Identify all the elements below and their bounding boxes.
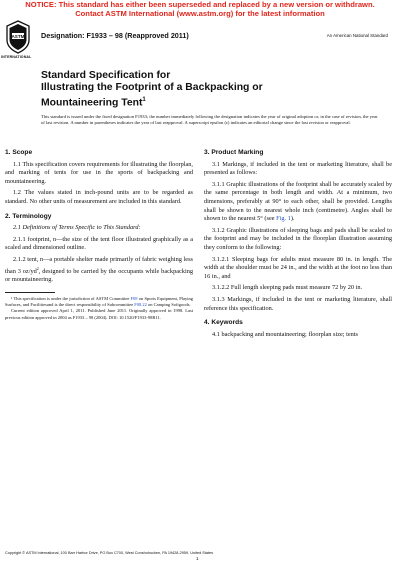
- para-2-1-1: 2.1.1 footprint, n—the size of the tent floor illustrated graphically as a scaled and dimensioned outline.: [5, 235, 193, 252]
- para-1-2: 1.2 The values stated in inch-pound units are to be regarded as standard. No other units of measurement are included in this standard.: [5, 189, 193, 205]
- logo-caption: INTERNATIONAL: [1, 55, 32, 59]
- f08-link[interactable]: F08: [130, 296, 138, 301]
- keywords-heading: 4. Keywords: [204, 319, 243, 327]
- designation: Designation: F1933 – 98 (Reapproved 2011): [41, 31, 189, 40]
- para-3-1-2: 3.1.2 Graphic illustrations of sleeping bags and pads shall be scaled to the footprint and may be included in the floorplan illustration assuming they conform to the following:: [204, 226, 392, 251]
- terminology-heading: 2. Terminology: [5, 212, 52, 220]
- page-number: 1: [196, 556, 199, 561]
- notice-line-2: Contact ASTM International (www.astm.org) for the latest information: [75, 9, 325, 18]
- supersede-notice: [0, 0, 400, 18]
- copyright-footer: Copyright © ASTM International, 100 Barr Harbor Drive, PO Box C700, West Conshohocken, PA 19428-2959. United States: [5, 551, 214, 555]
- title-line-3: Mountaineering Tent$^1$: [41, 97, 146, 109]
- para-3-1-1: 3.1.1 Graphic illustrations of the footprint shall be accurately scaled by the same percentage in both length and width. At a minimum, two dimensions, preferably at 90° to each other, shall be provided. Lengths shall be shown to the nearest whole inch (centimetre). Angles shall be shown to the nearest 5° (see Fig. 1).: [204, 180, 392, 223]
- standard-issue-note: This standard is issued under the fixed designation F1933; the number immediately following the designation indicates the year of original adoption or, in the case of revision, the year of last revision. A number in parentheses indicates the year of last reapproval. A superscript epsilon (ε) indicates an editorial change since the last revision or reapproval.: [41, 114, 378, 126]
- para-3-1-2-1: 3.1.2.1 Sleeping bags for adults must measure 80 in. in length. The width at the shoulder must be 24 in., and the width at the foot no less than 16 in., and: [204, 255, 392, 280]
- f08-22-link[interactable]: F08.22: [134, 302, 147, 308]
- product-marking-heading: 3. Product Marking: [204, 149, 264, 156]
- american-national-standard: An American National Standard: [326, 33, 388, 38]
- notice-line-1: NOTICE: This standard has either been superseded and replaced by a new version or withdrawn.: [25, 0, 375, 9]
- document-title: [41, 70, 291, 110]
- left-column: [5, 149, 193, 288]
- footnote-divider: [5, 292, 55, 293]
- title-line-1: Standard Specification for: [41, 70, 171, 81]
- footnote-edition: Current edition approved April 1, 2011. Published June 2011. Originally approved in 1998. Last previous edition approved in 2004 as F1933 – 98 (2004). DOI: 10.1520/F1933-98R11.: [5, 308, 193, 320]
- footnote-1: ¹ This specification is under the jurisdiction of ASTM Committee F08 on Sports Equipment, Playing Surfaces, and Facilitiesand is the direct responsibility of Subcommittee F08.22 on Camping Softgoods.: [5, 296, 193, 308]
- title-line-2: Illustrating the Footprint of a Backpacking or: [41, 82, 263, 94]
- para-1-1: 1.1 This specification covers requirements for illustrating the floorplan, and marking of tents for use in the sports of backpacking and mountaineering.: [5, 160, 193, 185]
- para-3-1: 3.1 Markings, if included in the tent or marketing literature, shall be presented as follows:: [204, 160, 392, 177]
- right-column: [204, 149, 392, 342]
- footnote: [5, 296, 193, 321]
- para-2-1-2: 2.1.2 tent, n—a portable shelter made primarily of fabric weighing less than 3 $oz/yd^2$, designed to be carried by the occupants while backpacking or mountaineering.: [5, 255, 193, 284]
- para-2-1: 2.1 Definitions of Terms Specific to This Standard:: [13, 224, 141, 232]
- fig-1-link[interactable]: Fig. 1: [276, 215, 291, 223]
- astm-logo-icon: [5, 20, 31, 54]
- para-3-1-2-2: 3.1.2.2 Full length sleeping pads must measure 72 by 20 in.: [212, 284, 363, 292]
- title-footnote-ref[interactable]: 1: [142, 97, 146, 104]
- scope-heading: 1. Scope: [5, 149, 33, 156]
- para-4-1: 4.1 backpacking and mountaineering; floorplan size; tents: [212, 330, 359, 338]
- para-3-1-3: 3.1.3 Markings, if included in the tent or marketing literature, shall reference this specification.: [204, 295, 392, 312]
- svg-text:ASTM: ASTM: [11, 34, 25, 39]
